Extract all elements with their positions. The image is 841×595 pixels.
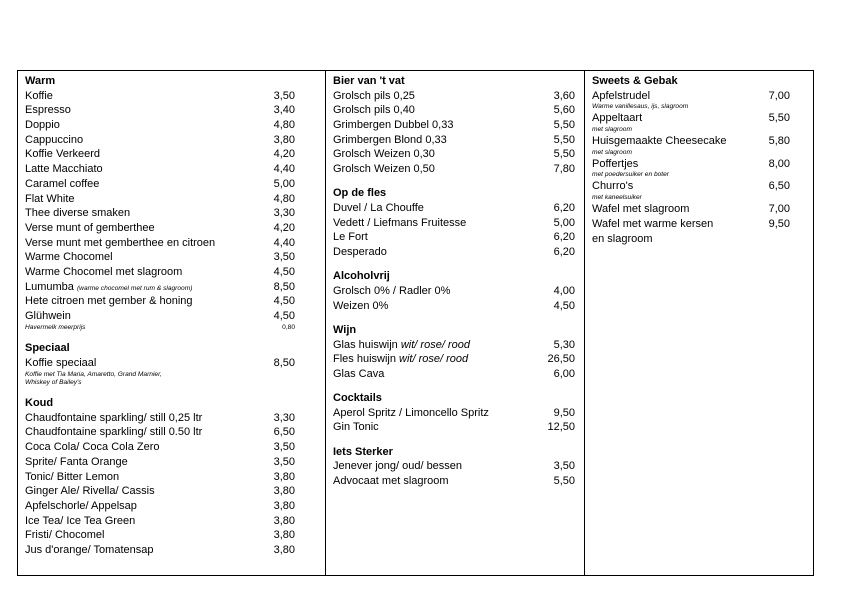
item-name-text: Coca Cola/ Coca Cola Zero bbox=[25, 441, 160, 454]
item-name-text: Wafel met warme kersen bbox=[592, 217, 714, 230]
item-name bbox=[25, 250, 113, 265]
surcharge-row bbox=[25, 324, 295, 332]
menu-item bbox=[25, 440, 295, 455]
menu-item bbox=[333, 118, 575, 133]
surcharge-price: 0,80 bbox=[282, 323, 295, 331]
item-price: 3,80 bbox=[273, 499, 295, 512]
item-note: met poedersuiker en boter bbox=[592, 171, 669, 179]
item-price: 5,30 bbox=[553, 338, 575, 351]
item-name bbox=[25, 484, 155, 499]
menu-item bbox=[333, 420, 575, 435]
item-name bbox=[25, 118, 60, 133]
item-name bbox=[333, 338, 470, 353]
item-name-text: Hete citroen met gember & honing bbox=[25, 295, 193, 308]
item-price: 6,20 bbox=[553, 231, 575, 244]
item-name-text: Grolsch pils 0,25 bbox=[333, 89, 415, 102]
item-name-text: Glas huiswijn bbox=[333, 338, 401, 351]
menu-item-continued bbox=[592, 232, 790, 247]
menu-item bbox=[25, 280, 295, 295]
item-note: Whiskey of Bailey's bbox=[25, 378, 82, 386]
item-price: 7,80 bbox=[553, 163, 575, 176]
item-name bbox=[25, 206, 130, 221]
item-note: Warme vanillesaus, ijs, slagroom bbox=[592, 103, 689, 111]
item-note: met slagroom bbox=[592, 148, 632, 156]
item-price: 4,20 bbox=[273, 148, 295, 161]
menu-item bbox=[25, 425, 295, 440]
item-note: met kaneelsuiker bbox=[592, 194, 642, 202]
item-price: 3,80 bbox=[273, 470, 295, 483]
item-price: 3,30 bbox=[273, 411, 295, 424]
item-name-text: Grolsch Weizen 0,30 bbox=[333, 148, 435, 161]
item-price: 6,00 bbox=[553, 367, 575, 380]
item-name-text: Aperol Spritz / Limoncello Spritz bbox=[333, 406, 489, 419]
item-name bbox=[333, 230, 368, 245]
item-name bbox=[25, 543, 153, 558]
item-name bbox=[333, 103, 415, 118]
section-gap bbox=[333, 260, 575, 270]
item-name bbox=[25, 192, 75, 207]
item-name-text: Latte Macchiato bbox=[25, 163, 103, 176]
item-price: 5,50 bbox=[553, 475, 575, 487]
item-price: 8,50 bbox=[273, 280, 295, 293]
item-name bbox=[592, 202, 689, 217]
menu-item bbox=[333, 133, 575, 148]
section-title: Sweets & Gebak bbox=[592, 75, 678, 87]
item-name-text: Huisgemaakte Cheesecake bbox=[592, 135, 727, 148]
item-price: 8,50 bbox=[273, 356, 295, 369]
item-price: 3,80 bbox=[273, 543, 295, 556]
item-name bbox=[333, 245, 387, 260]
menu-item bbox=[333, 299, 575, 314]
item-name-text: Doppio bbox=[25, 119, 60, 132]
item-name bbox=[592, 179, 633, 194]
section-gap bbox=[333, 382, 575, 392]
item-name bbox=[25, 147, 100, 162]
item-name bbox=[25, 528, 104, 543]
item-name-text: Warme Chocomel bbox=[25, 251, 113, 264]
item-inline-note: (warme chocomel met rum & slagroom) bbox=[76, 284, 193, 292]
item-name bbox=[333, 299, 388, 314]
item-name bbox=[333, 406, 489, 421]
item-price: 3,50 bbox=[273, 89, 295, 102]
menu-item bbox=[333, 284, 575, 299]
item-name-text: Grimbergen Blond 0,33 bbox=[333, 133, 447, 146]
item-name-text: Warme Chocomel met slagroom bbox=[25, 265, 183, 278]
menu-item bbox=[25, 455, 295, 470]
menu-item bbox=[25, 89, 295, 104]
item-name-text: Grimbergen Dubbel 0,33 bbox=[333, 119, 454, 132]
item-name-text: Duvel / La Chouffe bbox=[333, 202, 424, 214]
item-name bbox=[592, 217, 713, 232]
menu-item bbox=[25, 177, 295, 192]
menu-item bbox=[333, 367, 575, 382]
menu-item bbox=[25, 470, 295, 485]
item-price: 4,80 bbox=[273, 119, 295, 132]
item-price: 5,50 bbox=[553, 119, 575, 132]
item-note: met slagroom bbox=[592, 126, 632, 134]
item-name bbox=[25, 294, 193, 309]
item-name-text: Espresso bbox=[25, 104, 71, 117]
menu-item bbox=[333, 201, 575, 216]
item-price: 4,80 bbox=[273, 192, 295, 205]
section-title: Bier van 't vat bbox=[333, 75, 405, 87]
menu-item bbox=[333, 216, 575, 231]
item-name-text: Fles huiswijn bbox=[333, 353, 400, 366]
menu-item bbox=[592, 157, 790, 172]
item-price: 4,50 bbox=[553, 299, 575, 312]
section-title: Warm bbox=[25, 75, 56, 87]
item-price: 3,50 bbox=[273, 251, 295, 264]
item-price: 3,40 bbox=[273, 104, 295, 117]
menu-item bbox=[333, 352, 575, 367]
item-name-text: Tonic/ Bitter Lemon bbox=[25, 470, 120, 483]
item-name bbox=[25, 162, 103, 177]
item-name-text: Fristi/ Chocomel bbox=[25, 529, 105, 542]
item-price: 4,00 bbox=[553, 284, 575, 297]
item-price: 12,50 bbox=[547, 421, 575, 434]
menu-item bbox=[25, 162, 295, 177]
item-price: 9,50 bbox=[768, 217, 790, 230]
menu-item bbox=[333, 406, 575, 421]
item-name-text: Lumumba bbox=[25, 280, 74, 293]
item-name-text: Wafel met slagroom bbox=[592, 203, 690, 216]
item-name bbox=[592, 157, 638, 172]
menu-item bbox=[25, 265, 295, 280]
item-name-text: Grolsch Weizen 0,50 bbox=[333, 163, 435, 176]
item-name-text: Cappuccino bbox=[25, 133, 84, 146]
item-name-text: Le Fort bbox=[333, 231, 368, 244]
item-price: 4,20 bbox=[273, 221, 295, 234]
section-gap bbox=[25, 332, 295, 342]
item-name bbox=[333, 89, 415, 104]
item-name bbox=[333, 118, 453, 133]
menu-item bbox=[333, 245, 575, 260]
surcharge-name: Havermelk meerprijs bbox=[25, 323, 86, 331]
menu-item bbox=[25, 309, 295, 324]
menu-item bbox=[25, 206, 295, 221]
menu-item bbox=[25, 294, 295, 309]
section-gap bbox=[333, 313, 575, 323]
section-title: Op de fles bbox=[333, 187, 387, 200]
menu-item bbox=[25, 356, 295, 371]
menu-item bbox=[25, 543, 295, 558]
item-name bbox=[333, 420, 379, 435]
item-name bbox=[25, 103, 71, 118]
item-price: 3,50 bbox=[273, 455, 295, 468]
item-name-text: Glas Cava bbox=[333, 367, 385, 380]
menu-item bbox=[592, 111, 790, 126]
menu-column-1 bbox=[25, 74, 295, 558]
menu-item bbox=[25, 103, 295, 118]
menu-item bbox=[333, 162, 575, 177]
column-divider bbox=[584, 70, 585, 576]
item-name-text: Poffertjes bbox=[592, 157, 639, 170]
item-name-text: Advocaat met slagroom bbox=[333, 475, 449, 487]
menu-item bbox=[592, 134, 790, 149]
item-price: 3,80 bbox=[273, 485, 295, 498]
menu-item bbox=[333, 459, 575, 474]
item-price: 6,50 bbox=[273, 426, 295, 439]
item-name-line2: en slagroom bbox=[592, 232, 653, 245]
menu-item bbox=[25, 147, 295, 162]
menu-item bbox=[592, 217, 790, 232]
item-price: 5,50 bbox=[553, 148, 575, 161]
item-name bbox=[333, 367, 384, 382]
item-name bbox=[333, 133, 447, 148]
menu-item bbox=[25, 118, 295, 133]
item-name bbox=[25, 236, 215, 251]
item-name-text: Weizen 0% bbox=[333, 299, 389, 312]
item-name bbox=[333, 162, 435, 177]
item-name-text: Jenever jong/ oud/ bessen bbox=[333, 460, 463, 473]
item-name-text: Koffie Verkeerd bbox=[25, 148, 101, 161]
menu-item bbox=[592, 89, 790, 104]
menu-item bbox=[333, 89, 575, 104]
item-name bbox=[333, 459, 462, 474]
section-title: Iets Sterker bbox=[333, 445, 393, 458]
item-name-text: Desperado bbox=[333, 246, 387, 259]
item-price: 4,50 bbox=[273, 295, 295, 308]
item-name bbox=[25, 177, 99, 192]
item-name-text: Ice Tea/ Ice Tea Green bbox=[25, 514, 136, 527]
item-name-text: Grolsch pils 0,40 bbox=[333, 104, 415, 117]
item-name bbox=[592, 111, 642, 126]
item-name-text: Jus d'orange/ Tomatensap bbox=[25, 543, 154, 556]
item-name-text: Grolsch 0% / Radler 0% bbox=[333, 284, 451, 297]
item-price: 4,40 bbox=[273, 163, 295, 176]
item-price: 4,50 bbox=[273, 310, 295, 322]
item-name bbox=[333, 284, 450, 299]
item-name bbox=[25, 133, 83, 148]
item-price: 5,50 bbox=[768, 112, 790, 125]
item-variant: wit/ rose/ rood bbox=[399, 353, 469, 366]
menu-item bbox=[333, 230, 575, 245]
menu-item bbox=[333, 103, 575, 118]
item-price: 26,50 bbox=[547, 353, 575, 366]
item-name-text: Vedett / Liefmans Fruitesse bbox=[333, 216, 467, 229]
item-name bbox=[25, 89, 53, 104]
section-gap bbox=[333, 177, 575, 187]
item-price: 5,50 bbox=[553, 133, 575, 146]
section-title: Alcoholvrij bbox=[333, 270, 390, 283]
item-name-text: Gin Tonic bbox=[333, 421, 379, 434]
menu-item bbox=[333, 474, 575, 489]
section-title: Cocktails bbox=[333, 392, 382, 405]
item-name-text: Glühwein bbox=[25, 310, 71, 322]
section-title: Wijn bbox=[333, 323, 357, 336]
item-name bbox=[25, 470, 119, 485]
item-variant: wit/ rose/ rood bbox=[400, 338, 470, 351]
item-name bbox=[25, 514, 135, 529]
menu-item bbox=[25, 514, 295, 529]
item-name-text: Chaudfontaine sparkling/ still 0.50 ltr bbox=[25, 426, 203, 439]
item-name bbox=[25, 411, 202, 426]
column-divider bbox=[325, 70, 326, 576]
menu-item bbox=[592, 179, 790, 194]
item-price: 4,50 bbox=[273, 265, 295, 278]
item-price: 3,80 bbox=[273, 514, 295, 527]
item-price: 6,20 bbox=[553, 246, 575, 259]
item-name bbox=[333, 147, 435, 162]
item-name bbox=[25, 455, 128, 470]
menu-item bbox=[25, 192, 295, 207]
item-name bbox=[333, 201, 424, 216]
item-name bbox=[333, 216, 466, 231]
item-name-text: Chaudfontaine sparkling/ still 0,25 ltr bbox=[25, 411, 203, 424]
item-name bbox=[25, 356, 96, 371]
menu-item bbox=[333, 147, 575, 162]
item-name-text: Koffie speciaal bbox=[25, 356, 97, 369]
item-price: 7,00 bbox=[768, 203, 790, 216]
item-price: 9,50 bbox=[553, 406, 575, 419]
item-name bbox=[25, 499, 137, 514]
item-name bbox=[25, 265, 182, 280]
item-name bbox=[25, 425, 202, 440]
item-name-text: Appeltaart bbox=[592, 112, 643, 125]
item-name bbox=[25, 440, 160, 455]
menu-item bbox=[333, 338, 575, 353]
item-name bbox=[25, 221, 155, 236]
item-price: 3,80 bbox=[273, 529, 295, 542]
menu-column-2 bbox=[333, 74, 575, 489]
item-name-text: Caramel coffee bbox=[25, 177, 100, 190]
item-price: 4,40 bbox=[273, 236, 295, 249]
item-price: 3,60 bbox=[553, 89, 575, 102]
menu-item bbox=[592, 202, 790, 217]
menu-item bbox=[25, 133, 295, 148]
menu-item bbox=[25, 484, 295, 499]
item-name bbox=[333, 352, 468, 367]
menu-item bbox=[25, 236, 295, 251]
item-price: 5,00 bbox=[553, 216, 575, 229]
menu-item bbox=[25, 528, 295, 543]
item-price: 6,20 bbox=[553, 202, 575, 214]
item-price: 5,60 bbox=[553, 104, 575, 117]
item-name-text: Apfelschorle/ Appelsap bbox=[25, 499, 137, 512]
item-price: 5,80 bbox=[768, 135, 790, 148]
menu-column-3 bbox=[592, 74, 790, 246]
section-gap bbox=[25, 387, 295, 397]
item-note: Koffie met Tia Maria, Amaretto, Grand Marnier, bbox=[25, 370, 162, 378]
menu-item bbox=[25, 250, 295, 265]
item-price: 3,80 bbox=[273, 133, 295, 146]
item-price: 3,50 bbox=[273, 441, 295, 454]
menu-item bbox=[25, 411, 295, 426]
menu-item bbox=[25, 221, 295, 236]
item-name-text: Verse munt met gemberthee en citroen bbox=[25, 236, 216, 249]
item-name-text: Flat White bbox=[25, 192, 75, 205]
item-name bbox=[592, 89, 650, 104]
item-price: 5,00 bbox=[273, 177, 295, 190]
menu-item bbox=[25, 499, 295, 514]
item-name-text: Apfelstrudel bbox=[592, 89, 651, 102]
item-price: 7,00 bbox=[768, 89, 790, 102]
item-name-text: Verse munt of gemberthee bbox=[25, 221, 155, 234]
item-name bbox=[25, 309, 71, 324]
item-price: 6,50 bbox=[768, 180, 790, 193]
item-name-text: Ginger Ale/ Rivella/ Cassis bbox=[25, 485, 155, 498]
section-title: Speciaal bbox=[25, 342, 70, 355]
item-price: 3,50 bbox=[553, 460, 575, 473]
item-name-text: Thee diverse smaken bbox=[25, 207, 131, 220]
item-name-text: Koffie bbox=[25, 89, 53, 102]
item-price: 3,30 bbox=[273, 207, 295, 220]
section-title: Koud bbox=[25, 397, 54, 410]
section-gap bbox=[333, 435, 575, 445]
item-name bbox=[333, 474, 449, 489]
item-name-text: Sprite/ Fanta Orange bbox=[25, 455, 128, 468]
item-name bbox=[592, 134, 727, 149]
item-price: 8,00 bbox=[768, 157, 790, 170]
item-name-text: Churro's bbox=[592, 180, 634, 193]
